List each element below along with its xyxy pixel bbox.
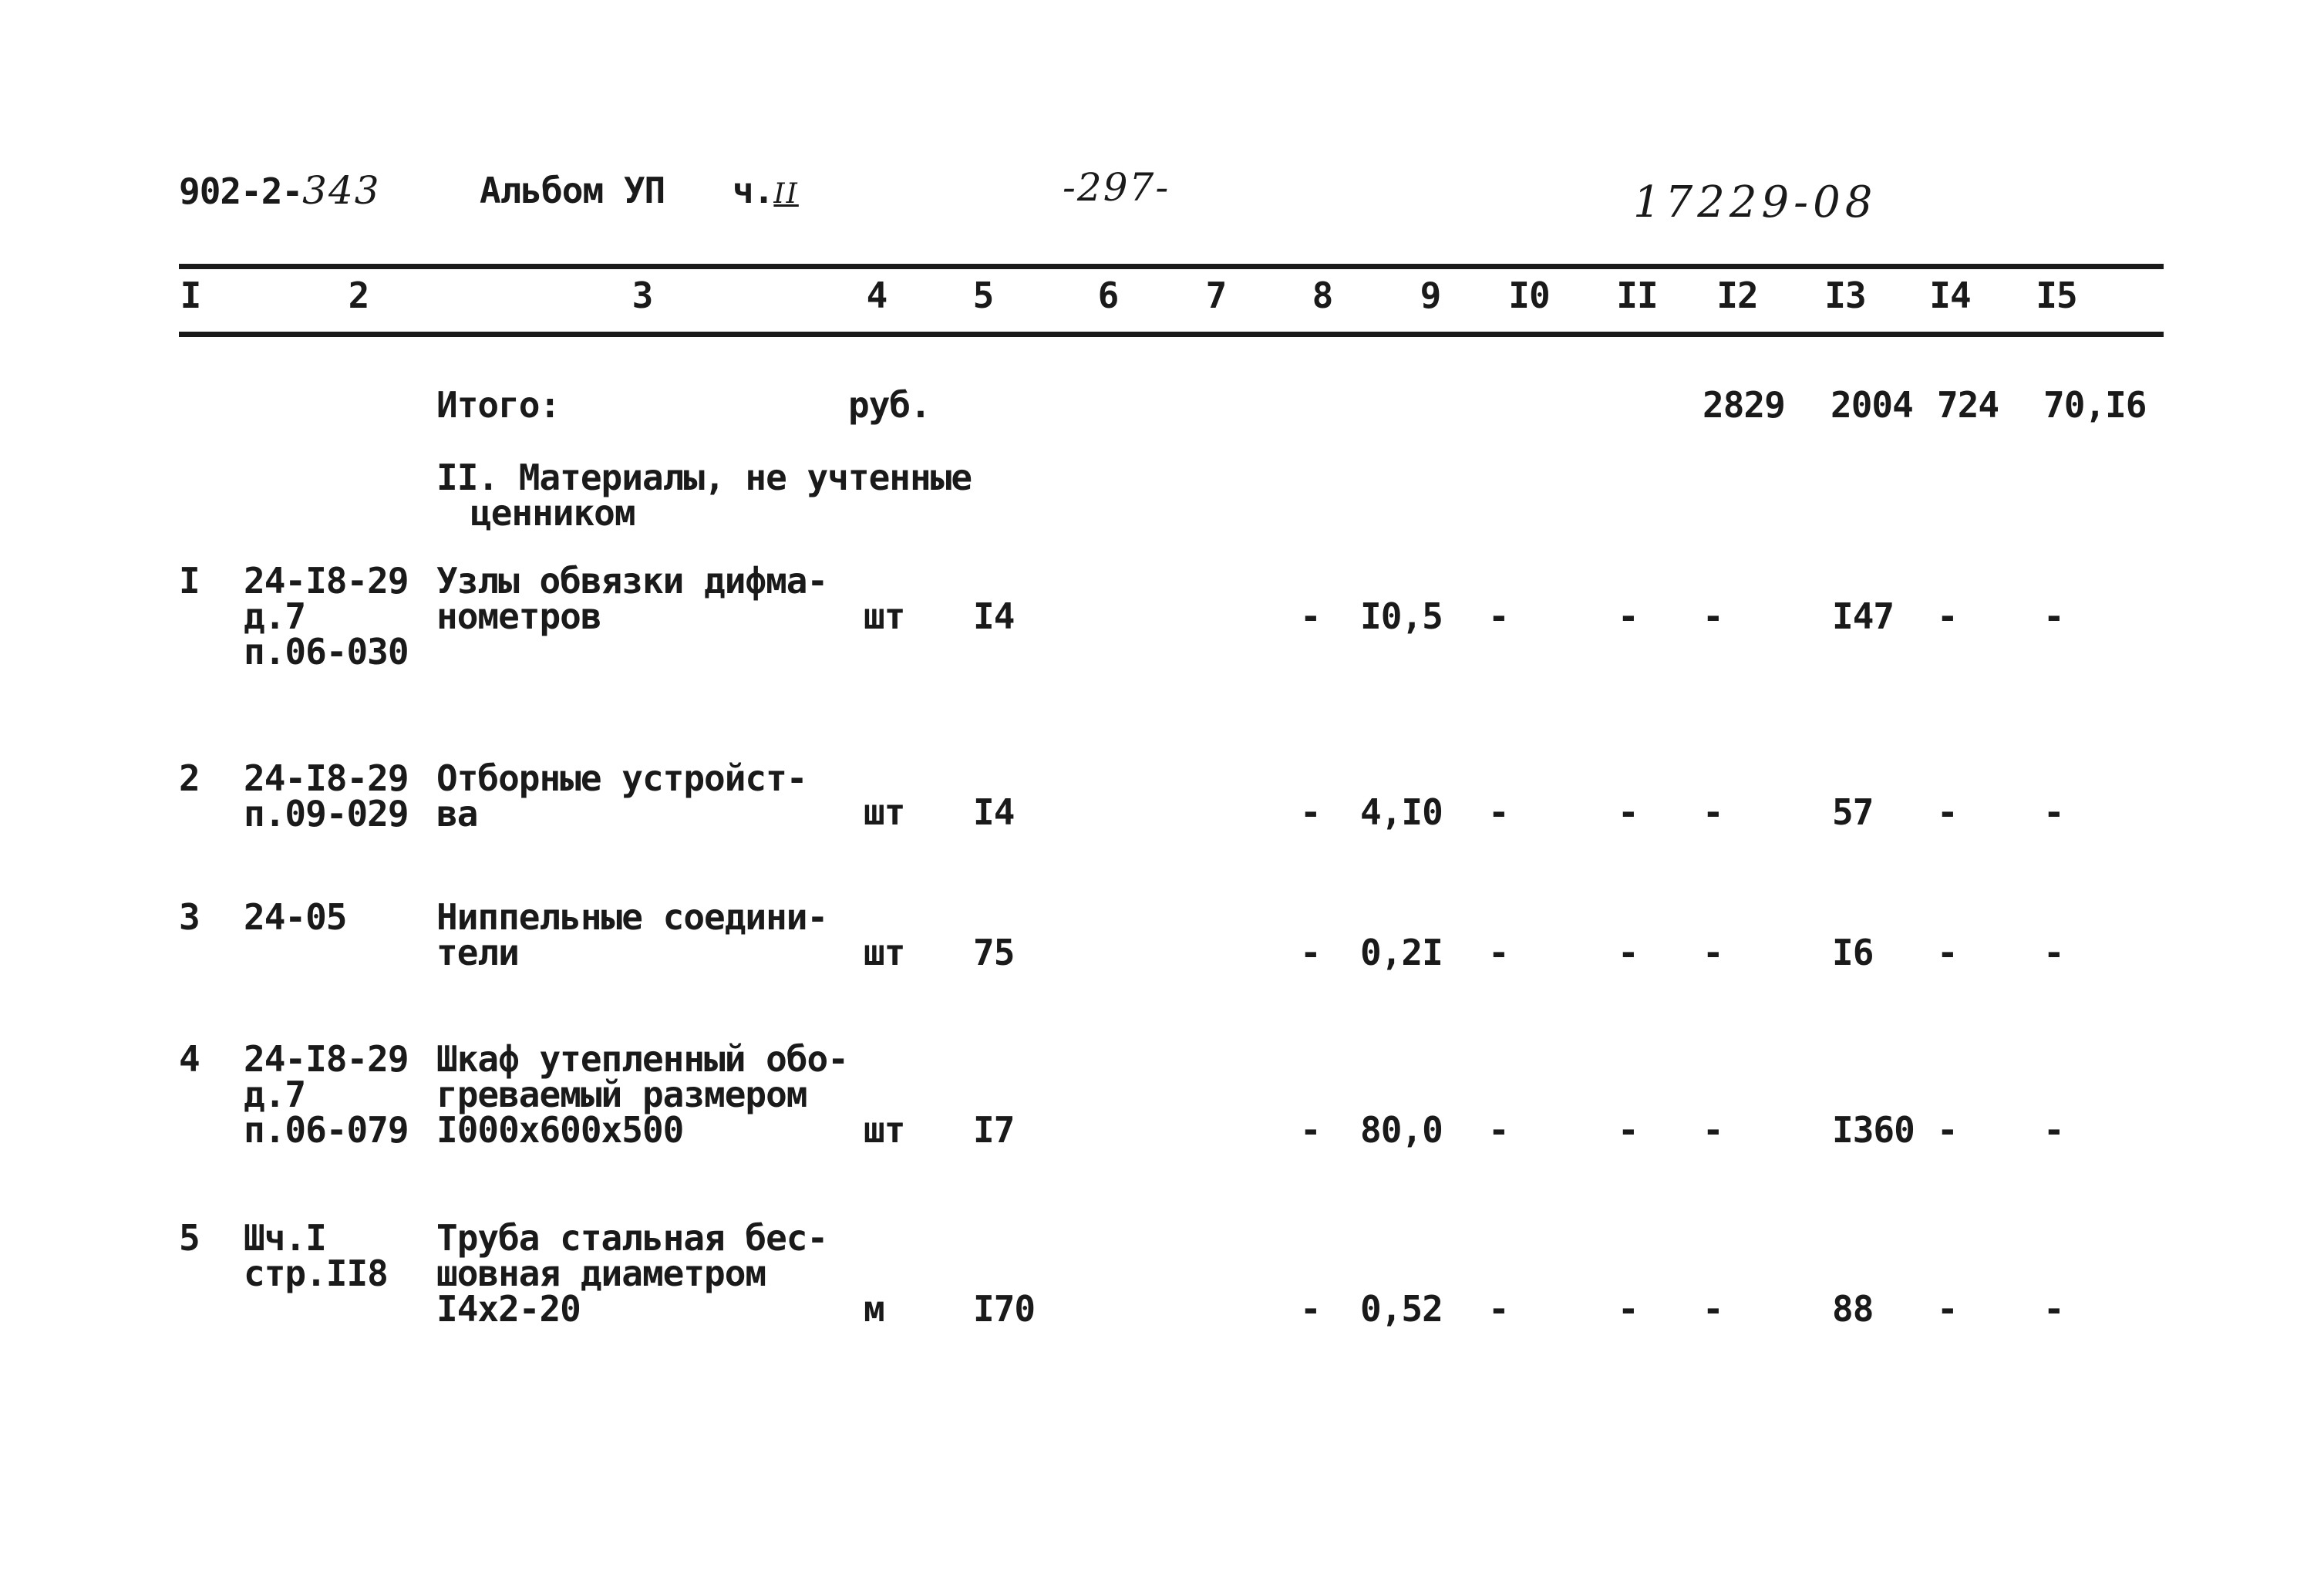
row-col-9: 4,I0 [1360,791,1443,833]
col-header-13: I3 [1824,275,1866,316]
ref-line: д.7 [244,595,306,637]
row-reference [244,1038,409,1151]
row-col-11: - [1618,1109,1639,1151]
ref-line: п.09-029 [244,793,409,835]
row-col-12: - [1703,1288,1723,1330]
row-quantity: I4 [973,791,1015,833]
total-col-13: 2004 [1831,384,1913,426]
col-header-5: 5 [972,275,994,316]
row-col-13: I360 [1832,1109,1915,1151]
row-col-15: - [2043,1288,2064,1330]
row-col-15: - [2043,1109,2064,1151]
row-col-10: - [1488,791,1509,833]
row-number: 2 [179,757,200,799]
row-unit: шт [864,791,905,833]
description-line: Отборные устройст- [436,757,807,799]
row-col-8: - [1300,595,1321,637]
row-col-9: 80,0 [1360,1109,1443,1151]
description-line: Шкаф утепленный обо- [436,1038,848,1080]
ref-line: 24-I8-29 [244,757,409,799]
description-line: I000x600x500 [436,1109,684,1151]
col-header-11: II [1616,275,1658,316]
row-col-8: - [1300,1109,1321,1151]
description-line: I4x2-20 [436,1288,581,1330]
row-col-11: - [1618,595,1639,637]
col-header-14: I4 [1929,275,1971,316]
description-line: греваемый размером [436,1074,807,1115]
ref-line: д.7 [244,1074,306,1115]
row-quantity: I70 [973,1288,1036,1330]
row-number: I [179,560,200,602]
description-line: Ниппельные соедини- [436,896,828,938]
description-line: Труба стальная бес- [436,1217,828,1259]
row-col-15: - [2043,791,2064,833]
row-col-13: 57 [1832,791,1874,833]
ref-line: Шч.I [244,1217,326,1259]
total-label: Итого: [436,384,561,426]
part-number: II [773,178,799,210]
row-description [436,1217,828,1330]
row-col-10: - [1488,1288,1509,1330]
row-col-11: - [1618,1288,1639,1330]
row-col-13: I47 [1832,595,1895,637]
row-unit: шт [864,932,905,973]
row-number: 5 [179,1217,200,1259]
row-unit: шт [864,595,905,637]
row-description [436,896,828,973]
total-col-12: 2829 [1703,384,1785,426]
row-description [436,560,828,637]
section-heading-line-1: II. Материалы, не учтенные [436,457,972,498]
row-reference [244,896,347,938]
row-number: 3 [179,896,200,938]
description-line: нометров [436,595,601,637]
doc-number: 17229-08 [1633,177,1878,228]
row-col-10: - [1488,932,1509,973]
row-number: 4 [179,1038,200,1080]
col-header-4: 4 [866,275,887,316]
row-col-14: - [1937,932,1958,973]
row-unit: шт [864,1109,905,1151]
row-unit: м [864,1288,884,1330]
row-col-15: - [2043,932,2064,973]
row-col-14: - [1937,595,1958,637]
row-reference [244,757,409,835]
row-col-8: - [1300,791,1321,833]
header-bottom-rule [179,332,2164,337]
album-label: Альбом УП [480,170,665,211]
col-header-12: I2 [1716,275,1758,316]
col-header-9: 9 [1420,275,1441,316]
row-description [436,1038,848,1151]
row-col-13: 88 [1832,1288,1874,1330]
part-label [733,170,799,212]
row-col-9: 0,52 [1360,1288,1443,1330]
row-reference [244,560,409,673]
header-top-rule [179,264,2164,269]
description-line: шовная диаметром [436,1253,766,1294]
part-prefix: ч. [733,170,774,211]
section-heading-line-2: ценником [470,492,635,534]
row-col-15: - [2043,595,2064,637]
col-header-1: I [180,275,201,316]
row-col-14: - [1937,1288,1958,1330]
row-col-10: - [1488,595,1509,637]
row-col-8: - [1300,1288,1321,1330]
col-header-2: 2 [348,275,369,316]
doc-code [179,168,381,213]
row-col-14: - [1937,1109,1958,1151]
row-reference [244,1217,388,1294]
col-header-3: 3 [632,275,653,316]
row-col-8: - [1300,932,1321,973]
doc-code-number: 343 [302,168,381,213]
description-line: Узлы обвязки дифма- [436,560,828,602]
row-col-12: - [1703,1109,1723,1151]
row-quantity: 75 [973,932,1015,973]
col-header-8: 8 [1312,275,1333,316]
col-header-10: I0 [1508,275,1550,316]
page-number: -297- [1063,165,1170,210]
ref-line: п.06-030 [244,631,409,673]
total-unit: руб. [848,384,931,426]
ref-line: п.06-079 [244,1109,409,1151]
row-quantity: I4 [973,595,1015,637]
row-col-13: I6 [1832,932,1874,973]
total-col-15: 70,I6 [2043,384,2147,426]
row-col-12: - [1703,932,1723,973]
row-col-10: - [1488,1109,1509,1151]
total-col-14: 724 [1937,384,1999,426]
ref-line: 24-I8-29 [244,1038,409,1080]
row-quantity: I7 [973,1109,1015,1151]
row-col-12: - [1703,595,1723,637]
row-col-12: - [1703,791,1723,833]
row-col-9: I0,5 [1360,595,1443,637]
row-col-11: - [1618,791,1639,833]
doc-code-prefix: 902-2- [179,170,303,212]
ref-line: 24-I8-29 [244,560,409,602]
row-col-14: - [1937,791,1958,833]
description-line: тели [436,932,519,973]
col-header-7: 7 [1205,275,1227,316]
description-line: ва [436,793,478,835]
ref-line: стр.II8 [244,1253,388,1294]
ref-line: 24-05 [244,896,347,938]
row-col-11: - [1618,932,1639,973]
col-header-6: 6 [1097,275,1119,316]
row-description [436,757,807,835]
col-header-15: I5 [2036,275,2077,316]
row-col-9: 0,2I [1360,932,1443,973]
